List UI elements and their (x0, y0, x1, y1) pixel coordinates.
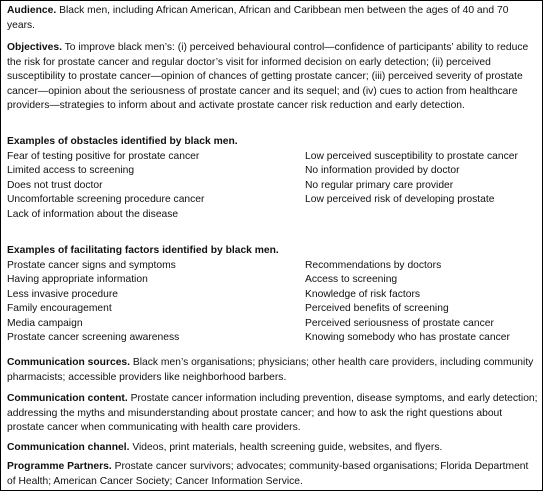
list-item: Knowledge of risk factors (305, 288, 421, 300)
list-item: Limited access to screening (7, 165, 135, 176)
list-item: No information provided by doctor (305, 165, 460, 176)
audience-section (7, 4, 539, 33)
objectives-heading: Objectives. (7, 42, 62, 53)
facilitating-left-list (7, 259, 305, 346)
list-item: Prostate cancer screening awareness (7, 332, 180, 343)
partners-section (7, 460, 539, 489)
partners-heading: Programme Partners. (7, 461, 112, 472)
content-heading: Communication content. (7, 393, 128, 404)
list-item: Media campaign (7, 317, 83, 329)
obstacles-left-list (7, 150, 305, 223)
partners-text: Prostate cancer survivors; advocates; community-based organisations; Florida Department of Health; American Cancer Society; Cancer Information Service. (7, 461, 529, 487)
list-item: Knowing somebody who has prostate cancer (305, 332, 510, 343)
facilitating-right-list (305, 259, 539, 346)
sources-heading: Communication sources. (7, 357, 131, 368)
content-section (7, 392, 539, 436)
list-item: Prostate cancer signs and symptoms (7, 259, 176, 271)
list-item: Uncomfortable screening procedure cancer (7, 194, 205, 205)
objectives-section (7, 41, 539, 114)
list-item: Low perceived susceptibility to prostate cancer (305, 150, 518, 162)
list-item: Lack of information about the disease (7, 208, 179, 220)
channel-section (7, 441, 539, 456)
content-text: Prostate cancer information including prevention, disease symptoms, and early detection; addressing the myths and misunderstanding about prostate cancer; and how to ask the right questions about prostate cancer when communicating with health care providers. (7, 393, 538, 433)
list-item: Less invasive procedure (7, 288, 119, 300)
list-item: Low perceived risk of developing prostate (305, 194, 495, 205)
list-item: Perceived seriousness of prostate cancer (305, 317, 494, 329)
list-item: Access to screening (305, 274, 398, 285)
list-item: Recommendations by doctors (305, 259, 442, 271)
list-item: Having appropriate information (7, 274, 148, 285)
obstacles-heading: Examples of obstacles identified by black men. (7, 136, 238, 147)
list-item: Does not trust doctor (7, 179, 103, 191)
audience-text: Black men, including African American, African and Caribbean men between the ages of 40 and 70 years. (7, 5, 509, 31)
facilitating-section (7, 244, 539, 346)
channel-text: Videos, print materials, health screening guide, websites, and flyers. (132, 442, 443, 453)
list-item: No regular primary care provider (305, 179, 454, 191)
list-item: Perceived benefits of screening (305, 303, 449, 314)
objectives-text: To improve black men’s: (i) perceived behavioural control—confidence of participants’ ability to reduce the risk for prostate cancer and regular doctor’s visit for informed decision on early detection; (ii) perceived susceptibility to prostate cancer—opinion of chances of getting prostate cancer; (iii) perceived severity of prostate cancer—opinion about the seriousness of prostate cancer and its sequel; and (iv) cues to action from healthcare providers—strategies to inform about and activate prostate cancer risk reduction and early detection. (7, 42, 529, 111)
channel-heading: Communication channel. (7, 442, 130, 453)
facilitating-heading: Examples of facilitating factors identified by black men. (7, 245, 279, 256)
obstacles-section (7, 135, 539, 222)
obstacles-right-list (305, 150, 539, 223)
list-item: Fear of testing positive for prostate cancer (7, 150, 200, 162)
list-item: Family encouragement (7, 303, 112, 314)
sources-section (7, 356, 539, 385)
sources-text: Black men’s organisations; physicians; other health care providers, including community pharmacists; accessible providers like neighborhood barbers. (7, 357, 534, 383)
audience-heading: Audience. (7, 5, 57, 16)
